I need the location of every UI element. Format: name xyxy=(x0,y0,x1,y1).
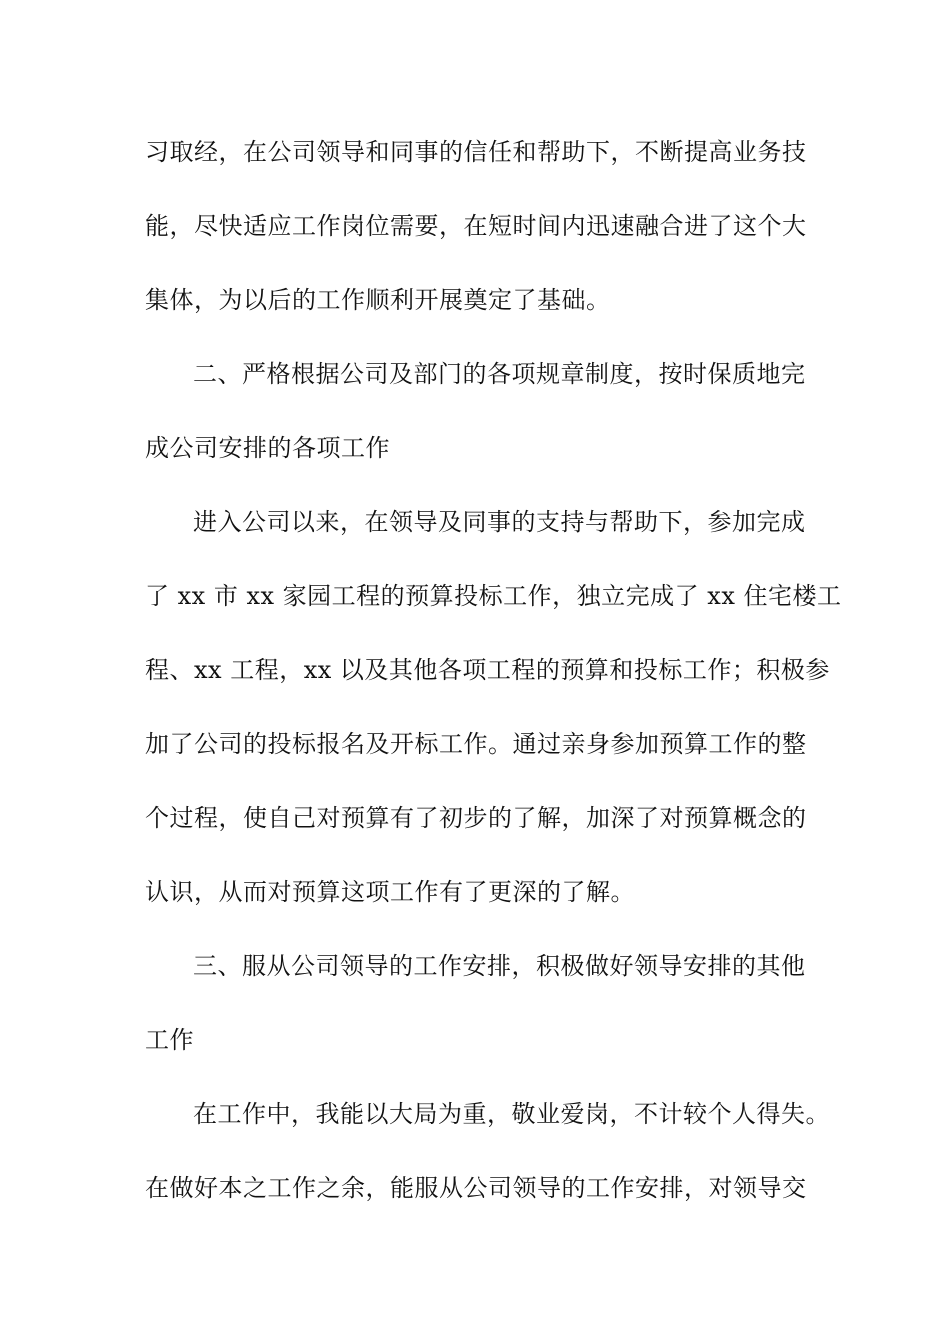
text-line: 在做好本之工作之余，能服从公司领导的工作安排，对领导交 xyxy=(145,1174,807,1202)
text-line: 在工作中，我能以大局为重，敬业爱岗，不计较个人得失。 xyxy=(193,1100,830,1128)
body-text xyxy=(145,127,842,1237)
text-line: 认识，从而对预算这项工作有了更深的了解。 xyxy=(145,878,635,906)
text-line: 能，尽快适应工作岗位需要，在短时间内迅速融合进了这个大 xyxy=(145,212,807,240)
section-heading-line: 工作 xyxy=(145,1026,194,1054)
text-line: 习取经，在公司领导和同事的信任和帮助下，不断提高业务技 xyxy=(145,138,807,166)
text-line: 程、xx 工程，xx 以及其他各项工程的预算和投标工作；积极参 xyxy=(145,656,830,684)
section-heading-line: 二、严格根据公司及部门的各项规章制度，按时保质地完 xyxy=(193,360,806,388)
text-line: 个过程，使自己对预算有了初步的了解，加深了对预算概念的 xyxy=(145,804,807,832)
text-line: 了 xx 市 xx 家园工程的预算投标工作，独立完成了 xx 住宅楼工 xyxy=(145,582,842,610)
section-heading-line: 三、服从公司领导的工作安排，积极做好领导安排的其他 xyxy=(193,952,806,980)
text-line: 加了公司的投标报名及开标工作。通过亲身参加预算工作的整 xyxy=(145,730,807,758)
text-line: 进入公司以来，在领导及同事的支持与帮助下，参加完成 xyxy=(193,508,806,536)
section-heading-line: 成公司安排的各项工作 xyxy=(145,434,390,462)
text-line: 集体，为以后的工作顺利开展奠定了基础。 xyxy=(145,286,611,314)
